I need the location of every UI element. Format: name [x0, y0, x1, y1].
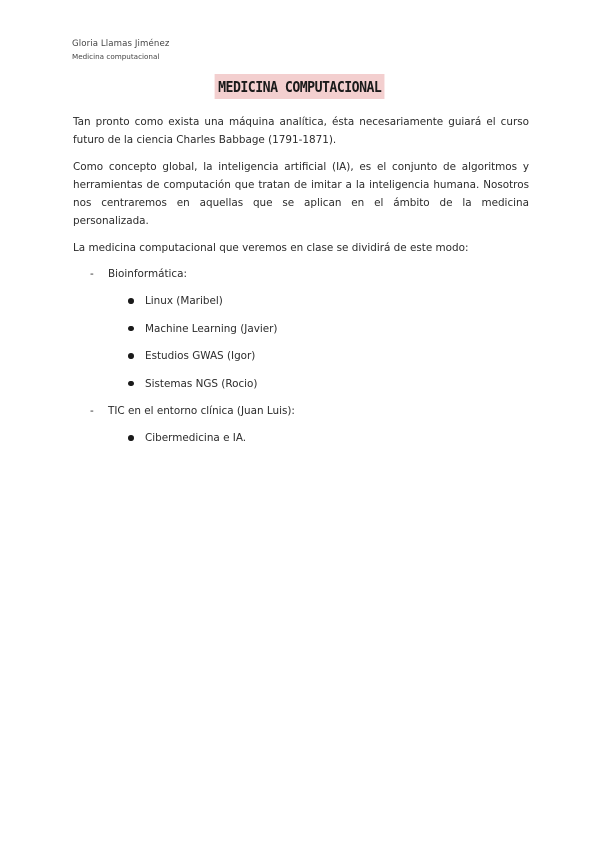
bullet-icon — [128, 298, 134, 304]
bullet-icon — [128, 353, 134, 359]
list-item-label: Cibermedicina e IA. — [145, 432, 247, 444]
list-item — [73, 347, 529, 365]
list-item — [73, 375, 529, 393]
section-label: Bioinformática: — [108, 268, 187, 280]
section-tic — [73, 402, 529, 420]
page-header — [72, 38, 169, 63]
list-item-label: Machine Learning (Javier) — [145, 322, 278, 335]
paragraph-course-intro: La medicina computacional que veremos en clase se dividirá de este modo: — [73, 242, 469, 254]
header-author: Gloria Llamas Jiménez — [72, 39, 170, 49]
title-container — [0, 74, 600, 99]
dash-marker: - — [90, 405, 94, 417]
list-item-label: Linux (Maribel) — [145, 295, 223, 307]
document-title: MEDICINA COMPUTACIONAL — [215, 74, 385, 99]
tic-list — [73, 429, 529, 447]
paragraph-ai-definition: Como concepto global, la inteligencia artificial (IA), es el conjunto de algoritmos y herramientas de computación que tratan de imitar a la inteligencia humana. Nosotros nos centraremos en aquellas que se aplican en el ámbito de la medicina personalizada. — [73, 161, 529, 227]
list-item-label: Estudios GWAS (Igor) — [145, 350, 256, 362]
list-item — [73, 429, 529, 447]
header-subject: Medicina computacional — [72, 52, 160, 61]
document-body — [73, 113, 529, 457]
bioinformatics-list — [73, 292, 529, 393]
list-item — [73, 292, 529, 310]
bullet-icon — [128, 381, 134, 387]
paragraph-babbage-quote: Tan pronto como exista una máquina analítica, ésta necesariamente guiará el curso futuro de la ciencia Charles Babbage (1791-1871). — [73, 116, 529, 146]
bullet-icon — [128, 435, 134, 441]
section-label: TIC en el entorno clínica (Juan Luis): — [108, 405, 295, 417]
dash-marker: - — [90, 268, 94, 280]
list-item — [73, 320, 529, 338]
bullet-icon — [128, 326, 134, 332]
list-item-label: Sistemas NGS (Rocio) — [145, 377, 258, 390]
section-bioinformatics — [73, 265, 529, 283]
